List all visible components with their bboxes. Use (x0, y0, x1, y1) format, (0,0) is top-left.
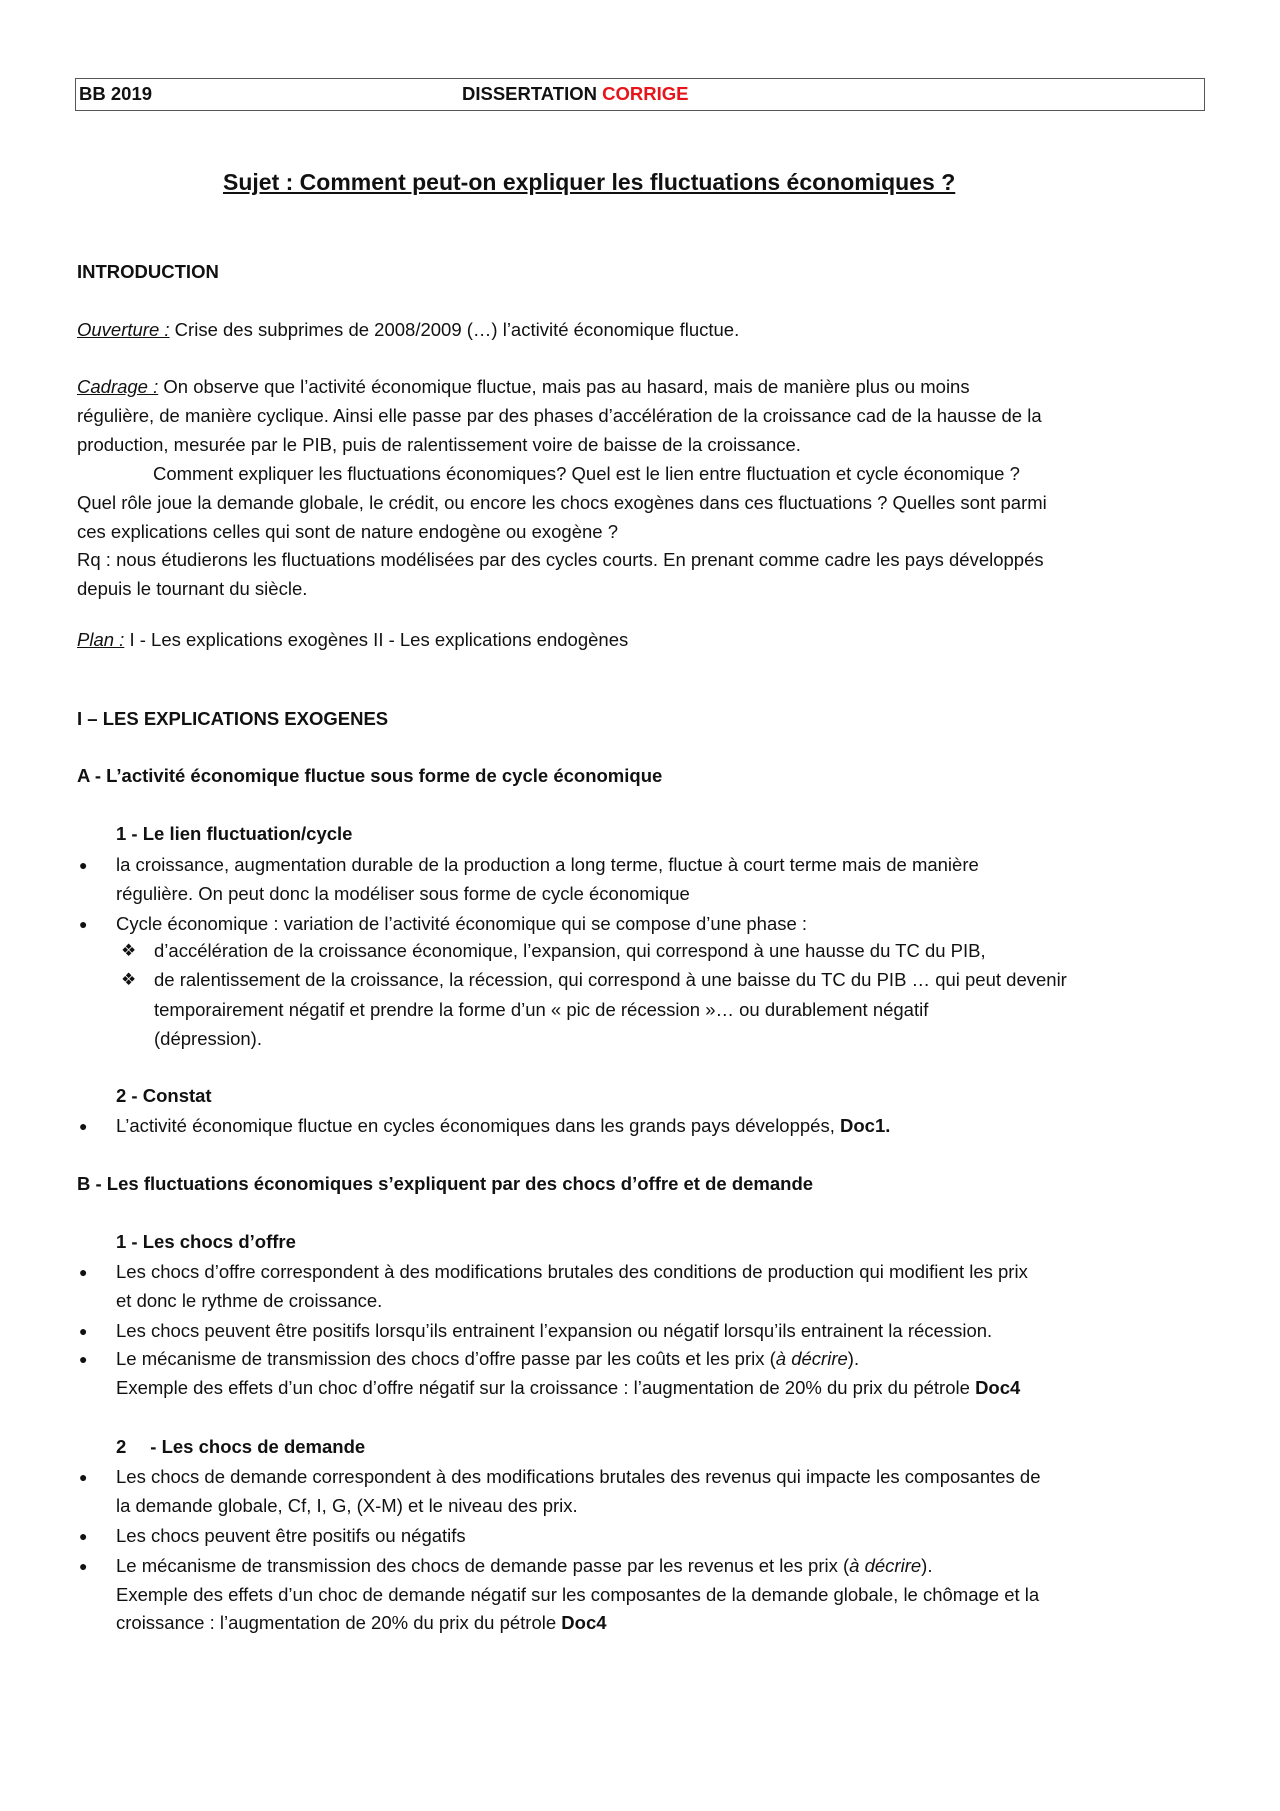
list-item: la croissance, augmentation durable de la production a long terme, fluctue à court terme mais de manière (116, 854, 979, 875)
bullet-icon: ● (79, 1264, 88, 1280)
list-item (116, 1347, 859, 1371)
bullet-icon: ● (79, 1469, 88, 1485)
header-title-accent: CORRIGE (602, 83, 689, 104)
subsection-title: - Les chocs de demande (150, 1436, 366, 1457)
cadrage-text: production, mesurée par le PIB, puis de ralentissement voire de baisse de la croissance. (77, 434, 801, 455)
section-a-heading: A - L’activité économique fluctue sous forme de cycle économique (77, 765, 663, 786)
cadrage-text: Rq : nous étudierons les fluctuations modélisées par des cycles courts. En prenant comme cadre les pays développés (77, 549, 1044, 570)
intro-heading: INTRODUCTION (77, 261, 219, 282)
list-item (116, 1554, 932, 1578)
list-item: régulière. On peut donc la modéliser sous forme de cycle économique (116, 883, 690, 904)
list-item: (dépression). (154, 1028, 262, 1049)
header-title-text: DISSERTATION (462, 83, 597, 104)
bullet-icon: ● (79, 857, 88, 873)
section-b-heading: B - Les fluctuations économiques s’expliquent par des chocs d’offre et de demande (77, 1173, 814, 1194)
diamond-bullet-icon: ❖ (121, 941, 137, 960)
cadrage-text: régulière, de manière cyclique. Ainsi elle passe par des phases d’accélération de la croissance cad de la hausse de la (77, 405, 1042, 426)
list-item: de ralentissement de la croissance, la récession, qui correspond à une baisse du TC du PIB … qui peut devenir (154, 969, 1067, 990)
list-item: et donc le rythme de croissance. (116, 1290, 383, 1311)
part1-heading: I – LES EXPLICATIONS EXOGENES (77, 708, 389, 729)
list-item-text: ). (847, 1348, 860, 1369)
subsection-heading (116, 1435, 365, 1459)
bullet-icon: ● (79, 1528, 88, 1544)
cadrage-text: On observe que l’activité économique fluctue, mais pas au hasard, mais de manière plus ou moins (158, 376, 970, 397)
list-item-italic: à décrire (849, 1555, 922, 1576)
doc-ref: Doc1. (840, 1115, 891, 1136)
list-item: Les chocs peuvent être positifs lorsqu’ils entrainent l’expansion ou négatif lorsqu’ils entrainent la récession. (116, 1320, 993, 1341)
subsection-heading: 2 - Constat (116, 1085, 212, 1106)
list-item: la demande globale, Cf, I, G, (X-M) et le niveau des prix. (116, 1495, 578, 1516)
bullet-icon: ● (79, 916, 88, 932)
list-item-text: Exemple des effets d’un choc d’offre négatif sur la croissance : l’augmentation de 20% du prix du pétrole (116, 1377, 976, 1398)
list-item-italic: à décrire (775, 1348, 848, 1369)
header-left: BB 2019 (79, 83, 153, 104)
doc-ref: Doc4 (975, 1377, 1021, 1398)
subsection-heading: 1 - Le lien fluctuation/cycle (116, 823, 353, 844)
plan-label: Plan : (77, 629, 125, 650)
bullet-icon: ● (79, 1558, 88, 1574)
subject-title: Sujet : Comment peut-on expliquer les fluctuations économiques ? (223, 169, 956, 195)
list-item: temporairement négatif et prendre la forme d’un « pic de récession »… ou durablement négatif (154, 999, 929, 1020)
ouverture-line (77, 318, 739, 342)
plan-line (77, 628, 628, 652)
list-item (116, 1114, 890, 1138)
cadrage-text: Comment expliquer les fluctuations économiques? Quel est le lien entre fluctuation et cycle économique ? (153, 463, 1020, 484)
subsection-number: 2 (116, 1436, 127, 1457)
list-item-text: Le mécanisme de transmission des chocs de demande passe par les revenus et les prix ( (116, 1555, 850, 1576)
list-item: Exemple des effets d’un choc de demande négatif sur les composantes de la demande globale, le chômage et la (116, 1584, 1040, 1605)
plan-text: I - Les explications exogènes II - Les explications endogènes (124, 629, 629, 650)
header-title (462, 82, 688, 106)
cadrage-label: Cadrage : (77, 376, 159, 397)
list-item: d’accélération de la croissance économique, l’expansion, qui correspond à une hausse du TC du PIB, (154, 940, 986, 961)
list-item (116, 1611, 607, 1635)
list-item-text: croissance : l’augmentation de 20% du prix du pétrole (116, 1612, 562, 1633)
cadrage-text: Quel rôle joue la demande globale, le crédit, ou encore les chocs exogènes dans ces fluctuations ? Quelles sont parmi (77, 492, 1047, 513)
ouverture-label: Ouverture : (77, 319, 170, 340)
list-item: Les chocs peuvent être positifs ou négatifs (116, 1525, 466, 1546)
doc-ref: Doc4 (561, 1612, 607, 1633)
list-item-text: ). (921, 1555, 933, 1576)
list-item: Les chocs de demande correspondent à des modifications brutales des revenus qui impacte les composantes de (116, 1466, 1041, 1487)
list-item: Cycle économique : variation de l’activité économique qui se compose d’une phase : (116, 913, 808, 934)
diamond-bullet-icon: ❖ (121, 970, 137, 989)
list-item-text: L’activité économique fluctue en cycles économiques dans les grands pays développés, (116, 1115, 840, 1136)
bullet-icon: ● (79, 1351, 88, 1367)
ouverture-text: Crise des subprimes de 2008/2009 (…) l’activité économique fluctue. (169, 319, 740, 340)
cadrage-text: depuis le tournant du siècle. (77, 578, 308, 599)
list-item: Les chocs d’offre correspondent à des modifications brutales des conditions de production qui modifient les prix (116, 1261, 1028, 1282)
subsection-heading: 1 - Les chocs d’offre (116, 1231, 296, 1252)
cadrage-line (77, 375, 970, 399)
list-item (116, 1376, 1020, 1400)
bullet-icon: ● (79, 1323, 88, 1339)
bullet-icon: ● (79, 1118, 88, 1134)
cadrage-text: ces explications celles qui sont de nature endogène ou exogène ? (77, 521, 618, 542)
list-item-text: Le mécanisme de transmission des chocs d’offre passe par les coûts et les prix ( (116, 1348, 776, 1369)
